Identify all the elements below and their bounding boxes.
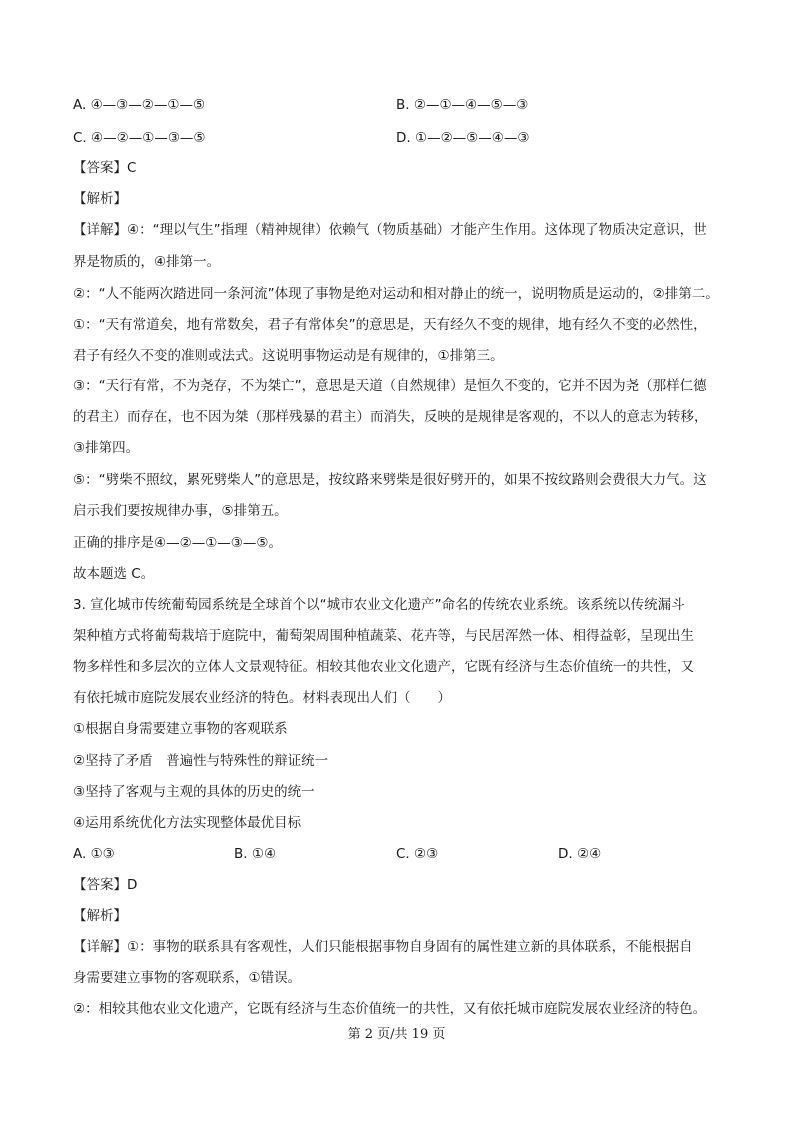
q2-analysis-line: ①：“天有常道矣，地有常数矣，君子有常体矣”的意思是，天有经久不变的规律，地有经久不变的必然性， (73, 317, 707, 333)
q3-stem-line: 有依托城市庭院发展农业经济的特色。材料表现出人们（ ） (73, 690, 451, 706)
q3-item: ①根据自身需要建立事物的客观联系 (73, 721, 288, 737)
q3-stem-line: 3. 宣化城市传统葡萄园系统是全球首个以“城市农业文化遗产”命名的传统农业系统。该系统以传统漏斗 (73, 597, 685, 613)
q3-analysis-line: 【详解】①：事物的联系具有客观性，人们只能根据事物自身固有的属性建立新的具体联系，不能根据自 (73, 939, 693, 955)
q2-option-d: D. ①—②—⑤—④—③ (396, 130, 530, 146)
q2-option-a: A. ④—③—②—①—⑤ (73, 97, 206, 113)
q3-item: ②坚持了矛盾 普遍性与特殊性的辩证统一 (73, 753, 329, 769)
q2-analysis-line: ⑤：“劈柴不照纹，累死劈柴人”的意思是，按纹路来劈柴是很好劈开的，如果不按纹路则会费很大力气。这 (73, 472, 707, 488)
q2-analysis-line: ③：“天行有常，不为尧存，不为桀亡”，意思是天道（自然规律）是恒久不变的，它并不因为尧（那样仁德 (73, 378, 707, 394)
q2-answer: 【答案】C (73, 160, 137, 176)
q3-analysis-label: 【解析】 (73, 908, 127, 924)
q3-analysis-line: 身需要建立事物的客观联系，①错误。 (73, 970, 302, 986)
q2-analysis-line: 的君主）而存在，也不因为桀（那样残暴的君主）而消失，反映的是规律是客观的，不以人的意志为转移， (73, 409, 708, 425)
q2-analysis-line: ②：“人不能两次踏进同一条河流”体现了事物是绝对运动和相对静止的统一，说明物质是运动的，②排第二。 (73, 286, 719, 302)
q2-analysis-line: 启示我们要按规律办事，⑤排第五。 (73, 503, 288, 519)
q3-analysis-line: ②：相较其他农业文化遗产，它既有经济与生态价值统一的共性，又有依托城市庭院发展农业经济的特色。 (73, 1001, 707, 1017)
q2-analysis-line: 【详解】④：“理以气生”指理（精神规律）依赖气（物质基础）才能产生作用。这体现了物质决定意识，世 (73, 222, 707, 238)
q3-option-a: A. ①③ (73, 846, 115, 862)
q2-option-b: B. ②—①—④—⑤—③ (396, 97, 529, 113)
q3-option-b: B. ①④ (234, 846, 277, 862)
q3-option-c: C. ②③ (396, 846, 439, 862)
page-number: 第 2 页/共 19 页 (347, 1027, 446, 1042)
q2-analysis-line: 界是物质的，④排第一。 (73, 254, 221, 270)
q3-item: ③坚持了客观与主观的具体的历史的统一 (73, 784, 315, 800)
q2-analysis-line: 正确的排序是④—②—①—③—⑤。 (73, 535, 283, 551)
q3-answer: 【答案】D (73, 877, 138, 893)
q3-option-d: D. ②④ (558, 846, 602, 862)
q3-stem-line: 架种植方式将葡萄栽培于庭院中，葡萄架周围种植蔬菜、花卉等，与民居浑然一体、相得益彰，呈现出生 (73, 628, 694, 644)
q2-option-c: C. ④—②—①—③—⑤ (73, 130, 206, 146)
q2-analysis-line: 君子有经久不变的准则或法式。这说明事物运动是有规律的，①排第三。 (73, 348, 504, 364)
q3-item: ④运用系统优化方法实现整体最优目标 (73, 815, 302, 831)
q2-analysis-line: ③排第四。 (73, 440, 140, 456)
q3-stem-line: 物多样性和多层次的立体人文景观特征。相较其他农业文化遗产，它既有经济与生态价值统一的共性，又 (73, 659, 694, 675)
q2-analysis-label: 【解析】 (73, 191, 127, 207)
q2-analysis-line: 故本题选 C。 (73, 566, 155, 582)
